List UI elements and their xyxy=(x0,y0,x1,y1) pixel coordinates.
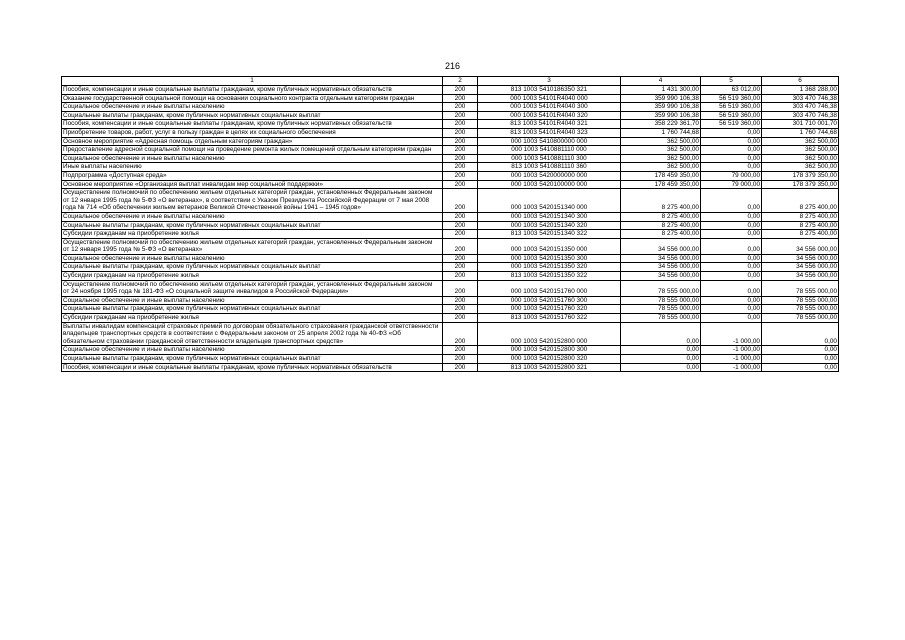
row-kbk: 000 1003 5420100000 000 xyxy=(478,180,621,189)
row-kbk: 813 1003 5420151760 322 xyxy=(478,314,621,323)
row-value-4: 34 556 000,00 xyxy=(621,238,701,254)
row-name: Основное мероприятие «Адресная помощь отдельным категориям граждан» xyxy=(62,137,443,146)
row-value-5: 0,00 xyxy=(701,238,762,254)
row-value-5: 0,00 xyxy=(701,146,762,155)
row-value-6: 8 275 400,00 xyxy=(762,221,839,230)
row-value-4: 78 555 000,00 xyxy=(621,305,701,314)
row-name: Приобретение товаров, работ, услуг в пользу граждан в целях их социального обеспечения xyxy=(62,128,443,137)
row-value-6: 362 500,00 xyxy=(762,154,839,163)
row-name: Социальные выплаты гражданам, кроме публичных нормативных социальных выплат xyxy=(62,263,443,272)
row-kbk: 000 1003 5420151760 300 xyxy=(478,296,621,305)
table-row xyxy=(62,355,839,364)
table-row xyxy=(62,103,839,112)
row-value-6: 8 275 400,00 xyxy=(762,212,839,221)
row-value-5: -1 000,00 xyxy=(701,346,762,355)
row-code: 200 xyxy=(443,163,478,172)
row-value-4: 34 556 000,00 xyxy=(621,263,701,272)
row-value-6: 8 275 400,00 xyxy=(762,230,839,239)
table-row xyxy=(62,314,839,323)
row-value-5: 0,00 xyxy=(701,272,762,281)
row-value-4: 1 760 744,68 xyxy=(621,128,701,137)
table-row xyxy=(62,280,839,296)
row-value-5: 0,00 xyxy=(701,163,762,172)
row-name: Социальное обеспечение и иные выплаты населению xyxy=(62,212,443,221)
header-col-2: 2 xyxy=(443,77,478,86)
row-value-4: 362 500,00 xyxy=(621,163,701,172)
row-kbk: 813 1003 5420151350 322 xyxy=(478,272,621,281)
row-code: 200 xyxy=(443,120,478,129)
row-kbk: 000 1003 5420151340 000 xyxy=(478,189,621,213)
row-name: Социальные выплаты гражданам, кроме публичных нормативных социальных выплат xyxy=(62,221,443,230)
row-value-4: 178 459 350,00 xyxy=(621,171,701,180)
budget-table xyxy=(61,76,839,372)
row-value-5: 0,00 xyxy=(701,305,762,314)
header-col-4: 4 xyxy=(621,77,701,86)
table-row xyxy=(62,154,839,163)
row-name: Социальное обеспечение и иные выплаты населению xyxy=(62,103,443,112)
row-name: Осуществление полномочий по обеспечению жильем отдельных категорий граждан, установленных Федеральным законом от 12 января 1995 года № 5-ФЗ «О ветеранах» xyxy=(62,238,443,254)
row-kbk: 000 1003 5420000000 000 xyxy=(478,171,621,180)
row-value-4: 362 500,00 xyxy=(621,146,701,155)
row-kbk: 813 1003 5420152800 321 xyxy=(478,363,621,372)
row-name: Основное мероприятие «Организация выплат инвалидам мер социальной поддержки» xyxy=(62,180,443,189)
row-kbk: 813 1003 5410186350 321 xyxy=(478,86,621,95)
header-col-5: 5 xyxy=(701,77,762,86)
row-value-6: 303 470 746,38 xyxy=(762,103,839,112)
row-value-5: 0,00 xyxy=(701,230,762,239)
row-code: 200 xyxy=(443,254,478,263)
row-code: 200 xyxy=(443,146,478,155)
row-name: Оказание государственной социальной помощи на основании социального контракта отдельным категориям граждан xyxy=(62,94,443,103)
row-value-4: 358 229 361,70 xyxy=(621,120,701,129)
table-row xyxy=(62,254,839,263)
table-row xyxy=(62,189,839,213)
table-row xyxy=(62,363,839,372)
row-value-5: -1 000,00 xyxy=(701,363,762,372)
row-value-6: 78 555 000,00 xyxy=(762,314,839,323)
row-name: Субсидии гражданам на приобретение жилья xyxy=(62,272,443,281)
row-code: 200 xyxy=(443,346,478,355)
row-value-4: 178 459 350,00 xyxy=(621,180,701,189)
table-row xyxy=(62,346,839,355)
row-value-4: 0,00 xyxy=(621,363,701,372)
row-value-5: 56 519 360,00 xyxy=(701,111,762,120)
table-row xyxy=(62,163,839,172)
table-body xyxy=(62,86,839,372)
row-kbk: 000 1003 5410800000 000 xyxy=(478,137,621,146)
row-value-4: 34 556 000,00 xyxy=(621,272,701,281)
row-value-5: 0,00 xyxy=(701,254,762,263)
row-value-6: 34 556 000,00 xyxy=(762,272,839,281)
row-value-4: 362 500,00 xyxy=(621,154,701,163)
row-code: 200 xyxy=(443,94,478,103)
row-value-6: 362 500,00 xyxy=(762,137,839,146)
row-value-4: 78 555 000,00 xyxy=(621,280,701,296)
row-value-6: 0,00 xyxy=(762,322,839,346)
row-value-4: 8 275 400,00 xyxy=(621,189,701,213)
row-value-6: 303 470 746,38 xyxy=(762,111,839,120)
row-name: Субсидии гражданам на приобретение жилья xyxy=(62,314,443,323)
table-row xyxy=(62,171,839,180)
header-col-3: 3 xyxy=(478,77,621,86)
table-row xyxy=(62,230,839,239)
row-name: Пособия, компенсации и иные социальные выплаты гражданам, кроме публичных нормативных обязательств xyxy=(62,363,443,372)
row-kbk: 813 1003 54101R4040 321 xyxy=(478,120,621,129)
row-code: 200 xyxy=(443,137,478,146)
row-kbk: 000 1003 54101R4040 320 xyxy=(478,111,621,120)
row-name: Социальное обеспечение и иные выплаты населению xyxy=(62,346,443,355)
row-kbk: 813 1003 5420151340 322 xyxy=(478,230,621,239)
row-value-5: 56 519 360,00 xyxy=(701,103,762,112)
row-value-6: 1 368 288,00 xyxy=(762,86,839,95)
row-value-4: 78 555 000,00 xyxy=(621,314,701,323)
table-row xyxy=(62,111,839,120)
row-name: Пособия, компенсации и иные социальные выплаты гражданам, кроме публичных нормативных обязательств xyxy=(62,120,443,129)
table-row xyxy=(62,238,839,254)
row-value-5: 0,00 xyxy=(701,212,762,221)
row-kbk: 000 1003 5420151350 000 xyxy=(478,238,621,254)
row-kbk: 813 1003 54101R4040 323 xyxy=(478,128,621,137)
row-kbk: 000 1003 5410881110 000 xyxy=(478,146,621,155)
row-value-4: 34 556 000,00 xyxy=(621,254,701,263)
row-kbk: 000 1003 5420151350 320 xyxy=(478,263,621,272)
row-name: Социальное обеспечение и иные выплаты населению xyxy=(62,154,443,163)
row-code: 200 xyxy=(443,238,478,254)
row-code: 200 xyxy=(443,221,478,230)
row-value-6: 0,00 xyxy=(762,363,839,372)
table-row xyxy=(62,272,839,281)
table-row xyxy=(62,180,839,189)
row-kbk: 000 1003 5410881110 300 xyxy=(478,154,621,163)
table-row xyxy=(62,146,839,155)
row-value-6: 78 555 000,00 xyxy=(762,305,839,314)
row-value-6: 303 470 746,38 xyxy=(762,94,839,103)
row-kbk: 000 1003 5420151760 320 xyxy=(478,305,621,314)
table-row xyxy=(62,128,839,137)
row-value-4: 359 990 106,38 xyxy=(621,111,701,120)
row-name: Предоставление адресной социальной помощи на проведение ремонта жилых помещений отдельным категориям граждан xyxy=(62,146,443,155)
row-kbk: 813 1003 5410881110 360 xyxy=(478,163,621,172)
row-value-4: 78 555 000,00 xyxy=(621,296,701,305)
row-value-5: 0,00 xyxy=(701,314,762,323)
row-value-5: 0,00 xyxy=(701,128,762,137)
row-kbk: 000 1003 5420151340 320 xyxy=(478,221,621,230)
row-value-6: 34 556 000,00 xyxy=(762,263,839,272)
row-kbk: 000 1003 5420152800 000 xyxy=(478,322,621,346)
row-value-5: 0,00 xyxy=(701,137,762,146)
row-code: 200 xyxy=(443,189,478,213)
row-code: 200 xyxy=(443,128,478,137)
row-name: Субсидии гражданам на приобретение жилья xyxy=(62,230,443,239)
row-code: 200 xyxy=(443,154,478,163)
row-code: 200 xyxy=(443,363,478,372)
row-kbk: 000 1003 5420151350 300 xyxy=(478,254,621,263)
row-code: 200 xyxy=(443,111,478,120)
row-name: Социальные выплаты гражданам, кроме публичных нормативных социальных выплат xyxy=(62,355,443,364)
table-header-row xyxy=(62,77,839,86)
row-name: Социальное обеспечение и иные выплаты населению xyxy=(62,296,443,305)
row-name: Социальное обеспечение и иные выплаты населению xyxy=(62,254,443,263)
table-row xyxy=(62,296,839,305)
row-code: 200 xyxy=(443,263,478,272)
row-value-5: 0,00 xyxy=(701,189,762,213)
row-kbk: 000 1003 54101R4040 300 xyxy=(478,103,621,112)
row-name: Осуществление полномочий по обеспечению жильем отдельных категорий граждан, установленных Федеральным законом от 12 января 1995 года № 5-ФЗ «О ветеранах», в соответствии с Указом Президента Российской Федерации от 7 мая 2008 года № 714 «Об обеспечении жильем ветеранов Великой Отечественной войны 1941 – 1945 годов» xyxy=(62,189,443,213)
row-code: 200 xyxy=(443,305,478,314)
row-value-5: 0,00 xyxy=(701,280,762,296)
row-value-6: 78 555 000,00 xyxy=(762,296,839,305)
row-kbk: 000 1003 5420151760 000 xyxy=(478,280,621,296)
row-value-5: 0,00 xyxy=(701,154,762,163)
row-kbk: 000 1003 5420151340 300 xyxy=(478,212,621,221)
row-code: 200 xyxy=(443,212,478,221)
row-name: Иные выплаты населению xyxy=(62,163,443,172)
row-value-4: 8 275 400,00 xyxy=(621,230,701,239)
row-value-5: 0,00 xyxy=(701,221,762,230)
row-kbk: 000 1003 54101R4040 000 xyxy=(478,94,621,103)
row-code: 200 xyxy=(443,314,478,323)
row-value-5: -1 000,00 xyxy=(701,355,762,364)
table-row xyxy=(62,212,839,221)
header-col-6: 6 xyxy=(762,77,839,86)
row-value-4: 359 990 106,38 xyxy=(621,94,701,103)
table-row xyxy=(62,137,839,146)
row-value-4: 8 275 400,00 xyxy=(621,221,701,230)
row-name: Социальные выплаты гражданам, кроме публичных нормативных социальных выплат xyxy=(62,305,443,314)
page-number: 216 xyxy=(444,61,461,71)
table-row xyxy=(62,322,839,346)
row-value-6: 34 556 000,00 xyxy=(762,254,839,263)
row-code: 200 xyxy=(443,86,478,95)
row-value-6: 362 500,00 xyxy=(762,163,839,172)
row-code: 200 xyxy=(443,103,478,112)
header-col-1: 1 xyxy=(62,77,443,86)
row-value-5: -1 000,00 xyxy=(701,322,762,346)
row-code: 200 xyxy=(443,280,478,296)
row-code: 200 xyxy=(443,296,478,305)
row-code: 200 xyxy=(443,230,478,239)
row-code: 200 xyxy=(443,180,478,189)
row-value-4: 0,00 xyxy=(621,322,701,346)
row-value-4: 0,00 xyxy=(621,346,701,355)
table-row xyxy=(62,120,839,129)
row-value-5: 0,00 xyxy=(701,263,762,272)
row-name: Пособия, компенсации и иные социальные выплаты гражданам, кроме публичных нормативных обязательств xyxy=(62,86,443,95)
row-value-6: 1 760 744,68 xyxy=(762,128,839,137)
row-value-4: 1 431 300,00 xyxy=(621,86,701,95)
row-value-6: 362 500,00 xyxy=(762,146,839,155)
row-value-6: 8 275 400,00 xyxy=(762,189,839,213)
row-kbk: 000 1003 5420152800 320 xyxy=(478,355,621,364)
row-value-5: 79 000,00 xyxy=(701,171,762,180)
row-name: Социальные выплаты гражданам, кроме публичных нормативных социальных выплат xyxy=(62,111,443,120)
row-name: Подпрограмма «Доступная среда» xyxy=(62,171,443,180)
row-value-5: 56 519 360,00 xyxy=(701,94,762,103)
row-code: 200 xyxy=(443,171,478,180)
row-code: 200 xyxy=(443,272,478,281)
row-value-5: 63 012,00 xyxy=(701,86,762,95)
row-code: 200 xyxy=(443,322,478,346)
row-value-6: 78 555 000,00 xyxy=(762,280,839,296)
row-code: 200 xyxy=(443,355,478,364)
row-value-6: 178 379 350,00 xyxy=(762,180,839,189)
row-value-6: 34 556 000,00 xyxy=(762,238,839,254)
row-value-4: 359 990 106,38 xyxy=(621,103,701,112)
table-row xyxy=(62,263,839,272)
table-row xyxy=(62,86,839,95)
row-value-5: 56 519 360,00 xyxy=(701,120,762,129)
row-value-5: 79 000,00 xyxy=(701,180,762,189)
row-value-4: 8 275 400,00 xyxy=(621,212,701,221)
row-name: Выплаты инвалидам компенсаций страховых премий по договорам обязательного страхования гражданской ответственности владельцев транспортных средств в соответствии с Федеральным законом от 25 апреля 2002 года № 40-ФЗ «Об обязательном страховании гражданской ответственности владельцев транспортных средств» xyxy=(62,322,443,346)
table-row xyxy=(62,94,839,103)
table-row xyxy=(62,221,839,230)
row-kbk: 000 1003 5420152800 300 xyxy=(478,346,621,355)
row-value-6: 0,00 xyxy=(762,355,839,364)
row-value-4: 362 500,00 xyxy=(621,137,701,146)
row-value-4: 0,00 xyxy=(621,355,701,364)
table-row xyxy=(62,305,839,314)
row-value-6: 301 710 001,70 xyxy=(762,120,839,129)
row-name: Осуществление полномочий по обеспечению жильем отдельных категорий граждан, установленных Федеральным законом от 24 ноября 1995 года № 181-ФЗ «О социальной защите инвалидов в Российской Федерации» xyxy=(62,280,443,296)
row-value-6: 178 379 350,00 xyxy=(762,171,839,180)
row-value-6: 0,00 xyxy=(762,346,839,355)
row-value-5: 0,00 xyxy=(701,296,762,305)
